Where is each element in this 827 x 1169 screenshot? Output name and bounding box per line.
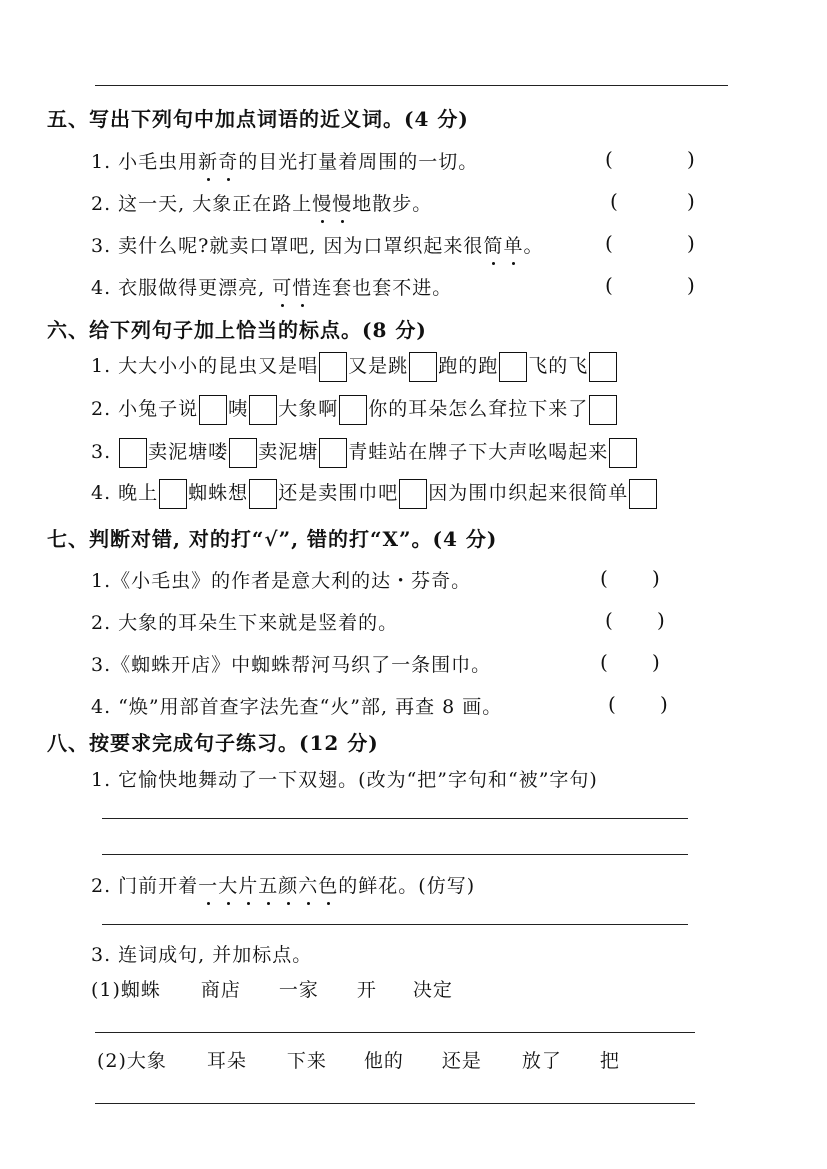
word-group-1	[91, 975, 453, 1002]
punctuation-box[interactable]	[589, 395, 617, 425]
answer-line[interactable]	[95, 1103, 695, 1104]
answer-line[interactable]	[102, 854, 688, 855]
punctuation-box[interactable]	[499, 352, 527, 382]
word: 决定	[412, 979, 453, 1001]
emphasis-char: 色	[318, 871, 338, 898]
emphasis-char: 一	[198, 871, 218, 898]
word: 把	[599, 1050, 620, 1072]
emphasis-char: 可	[272, 273, 292, 300]
dotted-word	[483, 235, 523, 257]
section8-q1: 1. 它愉快地舞动了一下双翅。(改为“把”字句和“被”字句)	[91, 769, 598, 791]
word: 一家	[278, 979, 319, 1001]
emphasis-char: 大	[218, 871, 238, 898]
emphasis-char: 简	[483, 231, 503, 258]
punctuation-box[interactable]	[589, 352, 617, 382]
section5-item-3: 3. 卖什么呢?就卖口罩吧, 因为口罩织起来很简单。	[91, 231, 543, 258]
answer-line[interactable]	[102, 818, 688, 819]
answer-line[interactable]	[102, 924, 688, 925]
word-group-label: (2)	[97, 1050, 127, 1072]
emphasis-char: 惜	[292, 273, 312, 300]
section7-item-3: 3.《蜘蛛开店》中蜘蛛帮河马织了一条围巾。	[91, 654, 492, 676]
word: 大象	[126, 1050, 167, 1072]
word: 耳朵	[206, 1050, 247, 1072]
emphasis-char: 六	[298, 871, 318, 898]
section5-item-4: 4. 衣服做得更漂亮, 可惜连套也套不进。	[91, 273, 452, 300]
answer-line[interactable]	[95, 1032, 695, 1033]
emphasis-char: 五	[258, 871, 278, 898]
punctuation-box[interactable]	[339, 395, 367, 425]
emphasis-char: 慢	[332, 189, 352, 216]
dotted-word	[198, 875, 338, 897]
punctuation-box[interactable]	[319, 352, 347, 382]
dotted-word	[198, 151, 238, 173]
section5-title: 五、写出下列句中加点词语的近义词。(4 分)	[47, 107, 469, 131]
section8-q3: 3. 连词成句, 并加标点。	[91, 944, 313, 966]
punctuation-box[interactable]	[409, 352, 437, 382]
emphasis-char: 慢	[312, 189, 332, 216]
punctuation-box[interactable]	[199, 395, 227, 425]
section6-item-2: 2. 小兔子说 咦 大象啊 你的耳朵怎么耷拉下来了	[91, 394, 618, 425]
section7-item-4: 4. “焕”用部首查字法先查“火”部, 再查 8 画。	[91, 696, 503, 718]
header-rule	[95, 85, 728, 86]
word: 还是	[441, 1050, 482, 1072]
emphasis-char: 颜	[278, 871, 298, 898]
section6-item-1: 1. 大大小小的昆虫又是唱 又是跳 跑的跑 飞的飞	[91, 351, 618, 382]
emphasis-char: 单	[503, 231, 523, 258]
section5-item-2: 2. 这一天, 大象正在路上慢慢地散步。	[91, 189, 432, 216]
section5-item-1: 1. 小毛虫用新奇的目光打量着周围的一切。	[91, 147, 478, 174]
word: 他的	[363, 1050, 404, 1072]
punctuation-box[interactable]	[319, 438, 347, 468]
section7-item-2: 2. 大象的耳朵生下来就是竖着的。	[91, 612, 399, 634]
word: 放了	[521, 1050, 562, 1072]
emphasis-char: 奇	[218, 147, 238, 174]
emphasis-char: 新	[198, 147, 218, 174]
punctuation-box[interactable]	[229, 438, 257, 468]
dotted-word	[272, 277, 312, 299]
dotted-word	[312, 193, 352, 215]
word: 下来	[286, 1050, 327, 1072]
word: 开	[356, 979, 377, 1001]
punctuation-box[interactable]	[249, 395, 277, 425]
punctuation-box[interactable]	[159, 479, 187, 509]
punctuation-box[interactable]	[399, 479, 427, 509]
punctuation-box[interactable]	[629, 479, 657, 509]
word-group-2	[97, 1046, 620, 1073]
word-group-label: (1)	[91, 979, 121, 1001]
word: 蜘蛛	[120, 979, 161, 1001]
section6-title: 六、给下列句子加上恰当的标点。(8 分)	[47, 318, 427, 342]
section6-item-4: 4. 晚上 蜘蛛想 还是卖围巾吧 因为围巾织起来很简单	[91, 478, 658, 509]
word: 商店	[200, 979, 241, 1001]
punctuation-box[interactable]	[609, 438, 637, 468]
section6-item-3: 3. 卖泥塘喽 卖泥塘 青蛙站在牌子下大声吆喝起来	[91, 437, 638, 468]
punctuation-box[interactable]	[249, 479, 277, 509]
section8-q2: 2. 门前开着一大片五颜六色的鲜花。(仿写)	[91, 871, 475, 898]
emphasis-char: 片	[238, 871, 258, 898]
punctuation-box[interactable]	[119, 438, 147, 468]
section7-title: 七、判断对错, 对的打“√”, 错的打“X”。(4 分)	[47, 527, 498, 551]
section7-item-1: 1.《小毛虫》的作者是意大利的达・芬奇。	[91, 570, 472, 592]
section8-title: 八、按要求完成句子练习。(12 分)	[47, 731, 379, 755]
